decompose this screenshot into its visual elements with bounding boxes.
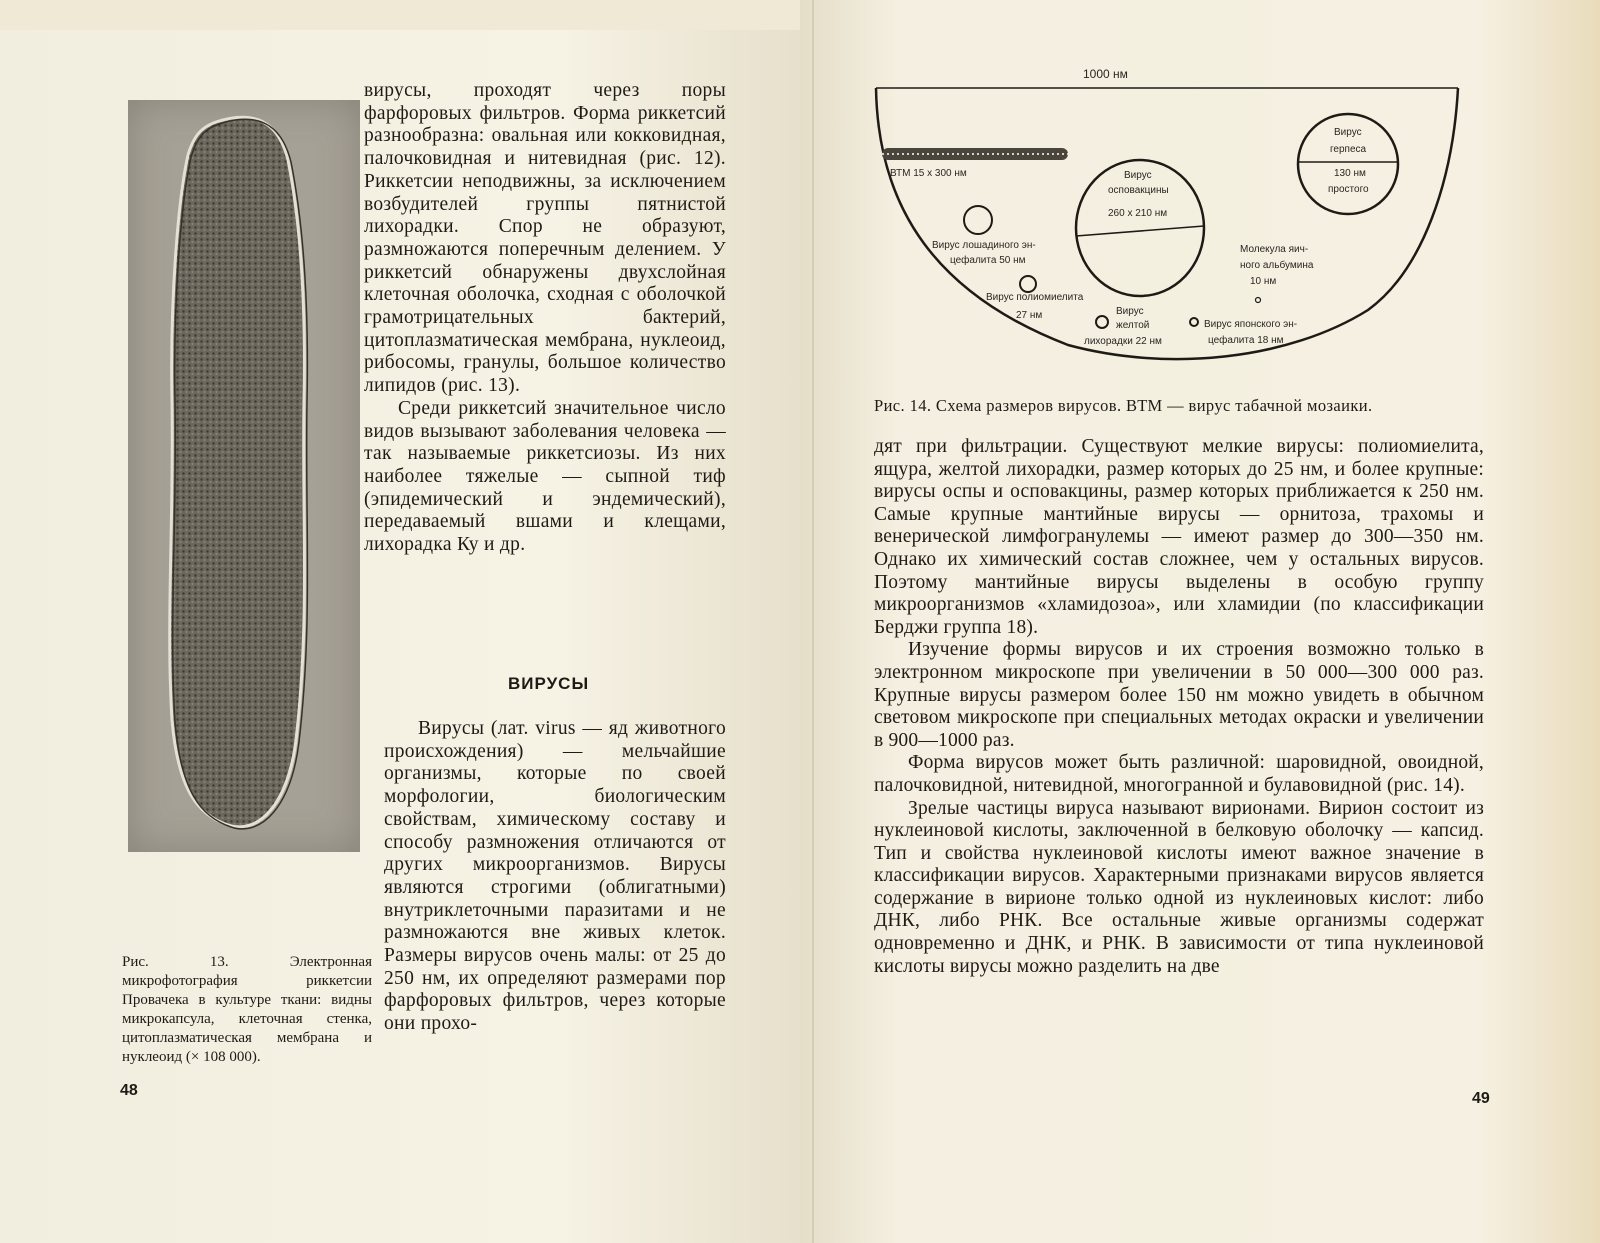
scale-semicircle (876, 88, 1458, 359)
herpes-label-2: герпеса (1330, 144, 1367, 155)
horse-encephalitis-circle (964, 206, 992, 234)
virus-size-diagram (868, 60, 1478, 380)
horse-label-2: цефалита 50 нм (950, 255, 1026, 266)
left-section-text (384, 718, 726, 1036)
rickettsia-cell-image (128, 100, 360, 852)
vaccinia-label-1: Вирус (1124, 170, 1152, 181)
horse-label-1: Вирус лошадиного эн- (932, 240, 1036, 251)
book-gutter (812, 0, 814, 1243)
page-number-right: 49 (1472, 1090, 1490, 1107)
japanese-encephalitis-circle (1190, 318, 1198, 326)
japanese-label-2: цефалита 18 нм (1208, 335, 1284, 346)
right-paragraph-2: Изучение формы вирусов и их строения возможно только в электронном микроскопе при увеличении в 50 000—300 000 раз. Крупные вирусы размером более 150 нм можно увидеть в обычном световом микроскопе при специальных методах окраски и увеличении в 900—1000 раз. (874, 639, 1484, 751)
herpes-label-4: простого (1328, 184, 1369, 195)
figure-13-caption: Рис. 13. Электронная микрофотография риккетсии Провачека в культуре ткани: видны микрокапсула, клеточная стенка, цитоплазматическая мембрана и нуклеоид (× 108 000). (122, 954, 372, 1065)
scale-label: 1000 нм (1083, 67, 1128, 81)
right-paragraph-3: Форма вирусов может быть различной: шаровидной, овоидной, палочковидной, нитевидной, многогранной и булавовидной (рис. 14). (874, 752, 1484, 796)
yellow-label-2: желтой (1116, 320, 1150, 331)
left-paragraph-2: Среди риккетсий значительное число видов вызывают заболевания человека — так называемые риккетсиозы. Из них наиболее тяжелые — сыпной тиф (эпидемический и эндемический), передаваемый вшами и клещами, лихорадка Ку и др. (364, 397, 726, 556)
yellow-label-3: лихорадки 22 нм (1084, 336, 1162, 347)
tmv-label: ВТМ 15 х 300 нм (890, 168, 967, 179)
section-heading-viruses: ВИРУСЫ (508, 674, 590, 693)
yellow-fever-circle (1096, 316, 1108, 328)
albumin-label-3: 10 нм (1250, 276, 1277, 287)
albumin-label-1: Молекула яич- (1240, 244, 1309, 255)
vaccinia-label-2: осповакцины (1108, 185, 1169, 196)
polio-label-2: 27 нм (1016, 310, 1043, 321)
virus-size-schema (868, 60, 1478, 380)
figure-14-caption: Рис. 14. Схема размеров вирусов. ВТМ — вирус табачной мозаики. (874, 396, 1373, 415)
right-paragraph-4: Зрелые частицы вируса называют вирионами. Вирион состоит из нуклеиновой кислоты, заключенной в белковую оболочку — капсид. Тип и свойства нуклеиновой кислоты имеют важное значение в классификации вирусов. Характерными признаками вирусов является содержание в вирионе только одной из нуклеиновых кислот: либо ДНК, либо РНК. Все остальные живые организмы содержат одновременно и ДНК, и РНК. В зависимости от типа нуклеиновой кислоты вирусы можно разделить на две (874, 797, 1484, 977)
page-number-left: 48 (120, 1082, 138, 1099)
rickettsia-micrograph (128, 100, 360, 852)
albumin-circle (1256, 298, 1261, 303)
polio-circle (1020, 276, 1036, 292)
polio-label-1: Вирус полиомиелита (986, 292, 1084, 303)
albumin-label-2: ного альбумина (1240, 260, 1314, 271)
herpes-label-3: 130 нм (1334, 168, 1366, 179)
right-paragraph-1: дят при фильтрации. Существуют мелкие вирусы: полиомиелита, ящура, желтой лихорадки, размер которых до 25 нм, и более крупные: вирусы оспы и осповакцины, размер которых приближается к 250 нм. Самые крупные мантийные вирусы — орнитоза, трахомы и венерической лимфогранулемы — имеют размер до 300—350 нм. Однако их химический состав сложнее, чем у остальных вирусов. Поэтому мантийные вирусы выделены в особую группу микроорганизмов «хламидозоа», или хламидии (по классификации Берджи группа 18). (874, 436, 1484, 638)
tmv-rod (882, 148, 1068, 160)
right-page-text (874, 436, 1484, 978)
yellow-label-1: Вирус (1116, 306, 1144, 317)
left-column-text (364, 80, 726, 557)
left-paragraph-1: вирусы, проходят через поры фарфоровых фильтров. Форма риккетсий разнообразна: овальная или кокковидная, палочковидная и нитевидная (рис. 12). Риккетсии неподвижны, за исключением возбудителей группы пятнистой лихорадки. Спор не образуют, размножаются поперечным делением. У риккетсий обнаружены двухслойная клеточная оболочка, сходная с оболочкой грамотрицательных бактерий, цитоплазматическая мембрана, нуклеоид, рибосомы, гранулы, большое количество липидов (рис. 13). (364, 80, 726, 397)
left-paragraph-3: Вирусы (лат. virus — яд животного происхождения) — мельчайшие организмы, которые по своей морфологии, биологическим свойствам, химическому составу и способу размножения отличаются от других микроорганизмов. Вирусы являются строгими (облигатными) внутриклеточными паразитами и не размножаются вне живых клеток. Размеры вирусов очень малы: от 25 до 250 нм, их определяют размерами пор фарфоровых фильтров, через которые они прохо- (384, 718, 726, 1035)
herpes-label-1: Вирус (1334, 127, 1362, 138)
vaccinia-label-3: 260 х 210 нм (1108, 208, 1168, 219)
japanese-label-1: Вирус японского эн- (1204, 319, 1298, 330)
